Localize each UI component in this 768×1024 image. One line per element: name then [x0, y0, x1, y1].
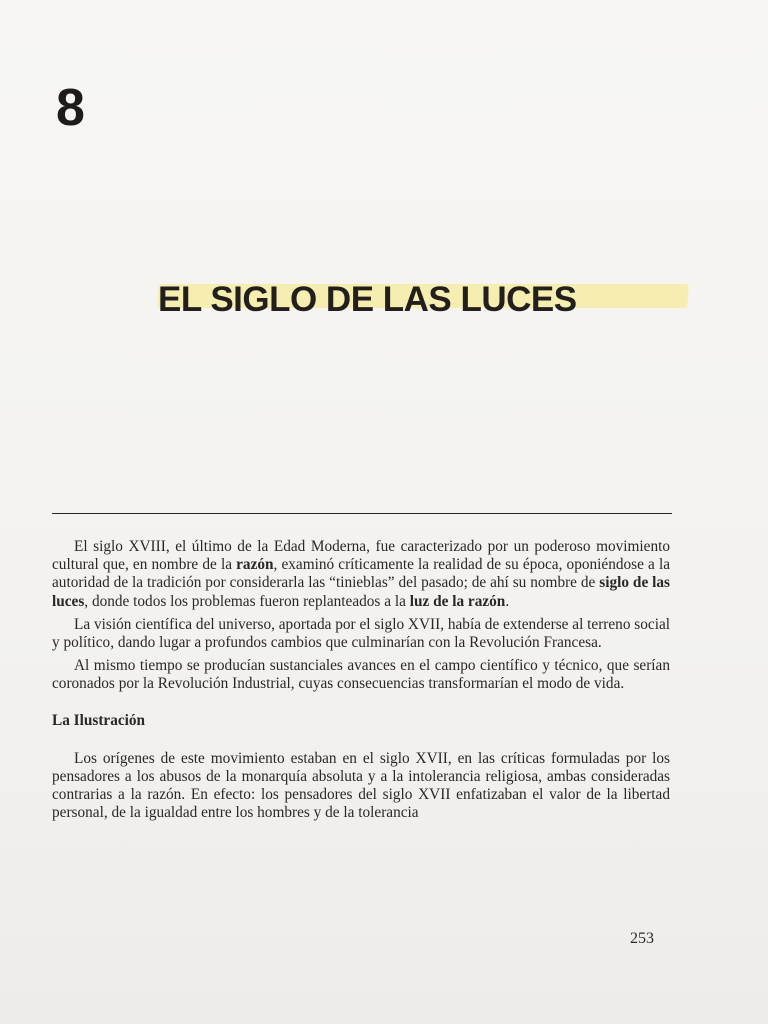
- paragraph-avances: Al mismo tiempo se producían sustanciales avances en el campo científico y técnico, que serían coronados por la Revolución Industrial, cuyas consecuencias transformarían el modo de vida.: [52, 657, 670, 693]
- paragraph-vision: La visión científica del universo, aportada por el siglo XVII, había de extenderse al terreno social y político, dando lugar a profundos cambios que culminarían con la Revolución Francesa.: [52, 615, 670, 652]
- text-run: El siglo XVIII, el último de la Edad Moderna, fue caracterizado por un poderoso movimiento cultural que, en nombre de la: [52, 538, 670, 574]
- bold-term-luz-de-la-razon: luz de la razón: [409, 592, 506, 610]
- text-run: , examinó críticamente la realidad de su época, oponiéndose a la autoridad de la tradición por considerarla las “tinieblas” del pasado; de ahí su nombre de: [52, 556, 670, 592]
- chapter-number: 8: [56, 79, 85, 137]
- body-text: [52, 538, 670, 828]
- paragraph-origenes: Los orígenes de este movimiento estaban en el siglo XVII, en las críticas formuladas por los pensadores a los abusos de la monarquía absoluta y a la intolerancia religiosa, ambas consideradas contrarias a la razón. En efecto: los pensadores del siglo XVII enfatizaban el valor de la libertad personal, de la igualdad entre los hombres y de la tolerancia: [52, 749, 670, 822]
- section-heading: La Ilustración: [52, 711, 146, 729]
- bold-term-siglo-de-las-luces: siglo de las luces: [52, 574, 671, 610]
- text-run: .: [505, 592, 510, 610]
- chapter-title-block: [150, 278, 690, 322]
- text-run: , donde todos los problemas fueron replanteados a la: [84, 592, 410, 610]
- paragraph-intro: [52, 538, 670, 611]
- page-number: 253: [630, 930, 654, 947]
- horizontal-rule: [52, 513, 672, 514]
- bold-term-razon: razón: [236, 556, 274, 574]
- chapter-title: EL SIGLO DE LAS LUCES: [158, 280, 577, 319]
